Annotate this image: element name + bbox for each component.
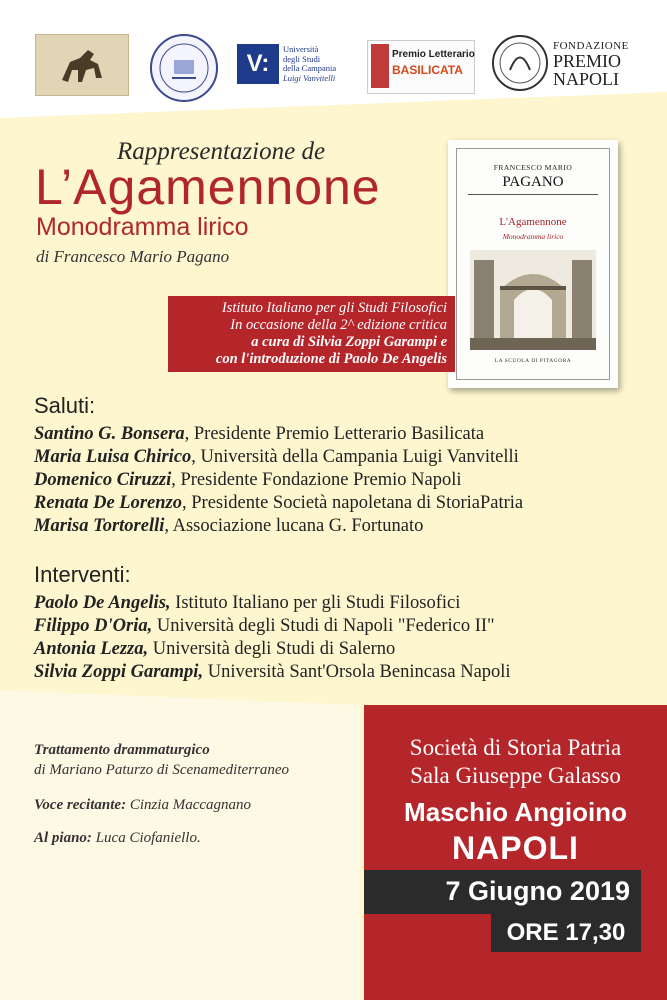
piano-label: Al piano: [34,830,92,846]
person-name: Santino G. Bonsera [34,424,185,444]
person-name: Paolo De Angelis, [34,593,171,613]
author-line: di Francesco Mario Pagano [36,247,230,266]
saluti-list [34,423,523,538]
book-publisher: LA SCUOLA DI PITAGORA [494,358,572,364]
fondazione-line2: PREMIO [553,51,622,71]
voice-label: Voce recitante: [34,797,127,813]
venue-line2: Sala Giuseppe Galasso [410,763,621,788]
voice-value: Cinzia Maccagnano [126,797,252,813]
premio-book-icon [371,44,389,88]
person-role: Università Sant'Orsola Benincasa Napoli [203,662,511,682]
vanvitelli-line1: Università [283,44,319,54]
edition-line3: a cura di Silvia Zoppi Garampi e [251,334,447,350]
person-role: Università degli Studi di Napoli "Federico II" [152,616,495,636]
vanvitelli-line4: Luigi Vanvitelli [283,72,336,83]
venue-city: NAPOLI [452,830,579,866]
stage-engraving-icon [470,250,596,350]
premio-line2: BASILICATA [392,63,463,77]
premio-line1: Premio Letterario [392,49,475,60]
person-role: , Presidente Fondazione Premio Napoli [171,470,462,490]
fondazione-line1: FONDAZIONE [553,40,629,52]
list-item [34,638,511,661]
vanvitelli-line3: della Campania [283,63,337,73]
list-item [34,592,511,615]
dramaturgy-value: di Mariano Paturzo di Scenamediterraneo [34,762,289,778]
venue-line1: Società di Storia Patria [409,735,622,760]
person-name: Maria Luisa Chirico [34,447,192,467]
book-author: FRANCESCO MARIO [493,163,573,172]
list-item [34,515,523,538]
list-item [34,661,511,684]
vanvitelli-line2: degli Studi [283,53,321,64]
book-title: L'Agamennone [499,216,567,228]
vanvitelli-logo [237,42,337,86]
person-name: Marisa Tortorelli [34,516,165,536]
list-item [34,446,523,469]
list-item [34,423,523,446]
person-name: Filippo D'Oria, [34,616,153,636]
person-name: Silvia Zoppi Garampi, [34,662,204,682]
edition-line2: In occasione della 2^ edizione critica [230,317,447,333]
seal-icon [156,40,212,96]
piano-value: Luca Ciofaniello. [91,830,201,846]
horse-icon [42,40,122,90]
book-surname: PAGANO [502,174,564,190]
venue-place: Maschio Angioino [404,797,627,827]
list-item [34,492,523,515]
person-role: , Presidente Società napoletana di StoriaPatria [182,493,524,513]
saluti-heading: Saluti: [34,393,96,418]
event-date: 7 Giugno 2019 [445,876,630,906]
interventi-list [34,592,511,684]
horse-logo [35,34,129,96]
page-title: L’Agamennone [35,159,381,215]
dramaturgy-label: Trattamento drammaturgico [34,742,210,758]
list-item [34,615,511,638]
fondazione-line3: NAPOLI [553,69,619,89]
person-name: Antonia Lezza, [34,639,149,659]
person-role: , Presidente Premio Letterario Basilicata [184,424,485,444]
fondazione-emblem [490,30,550,96]
credits [34,740,289,848]
edition-line4: con l'introduzione di Paolo De Angelis [215,351,447,367]
list-item [34,469,523,492]
book-cover [448,140,618,388]
emblem-icon [490,30,550,96]
book-illustration [470,250,596,350]
pre-title: Rappresentazione de [117,138,326,165]
vanvitelli-mark: V: [237,44,279,84]
page-subtitle: Monodramma lirico [36,213,249,241]
interventi-heading: Interventi: [34,562,131,587]
premio-basilicata-logo [367,40,475,94]
edition-box [168,296,455,372]
person-role: , Associazione lucana G. Fortunato [164,516,424,536]
person-role: Istituto Italiano per gli Studi Filosofici [170,593,461,613]
event-time: ORE 17,30 [506,919,626,946]
edition-line1: Istituto Italiano per gli Studi Filosofici [221,300,447,316]
person-role: Università degli Studi di Salerno [148,639,396,659]
lucana-association-logo [150,34,218,102]
person-name: Renata De Lorenzo [34,493,182,513]
person-name: Domenico Ciruzzi [34,470,172,490]
book-subtitle: Monodramma lirico [502,232,564,241]
fondazione-text [553,40,629,88]
person-role: , Università della Campania Luigi Vanvitelli [191,447,519,467]
